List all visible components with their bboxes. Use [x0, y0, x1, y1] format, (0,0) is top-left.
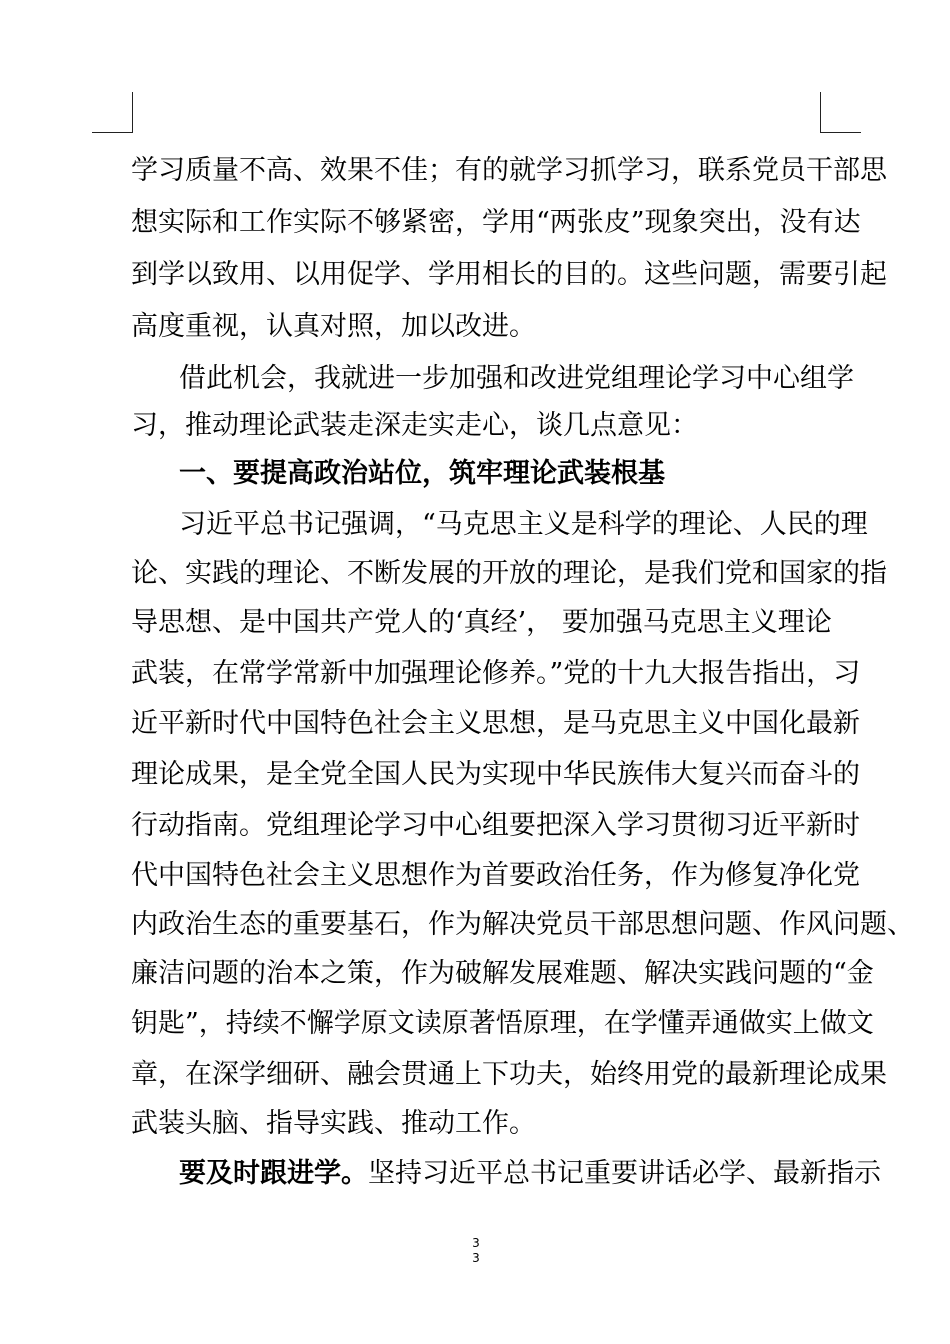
paragraph-4-bold-lead: 要及时跟进学。	[179, 1158, 368, 1189]
paragraph-1-line-3: 到学以致用、以用促学、学用相长的目的。这些问题，需要引起	[131, 259, 887, 290]
crop-mark-top-left	[92, 92, 133, 133]
page-number-bottom: 3	[472, 1251, 480, 1265]
paragraph-2-line-1: 借此机会，我就进一步加强和改进党组理论学习中心组学	[179, 363, 854, 394]
paragraph-4-text: 坚持习近平总书记重要讲话必学、最新指示	[368, 1158, 881, 1189]
paragraph-3-line-5: 近平新时代中国特色社会主义思想，是马克思主义中国化最新	[131, 708, 860, 739]
paragraph-3-line-7: 行动指南。党组理论学习中心组要把深入学习贯彻习近平新时	[131, 810, 860, 841]
paragraph-3-line-4: 武装，在常学常新中加强理论修养。”党的十九大报告指出，习	[131, 658, 861, 689]
paragraph-3-line-11: 钥匙”，持续不懈学原文读原著悟原理，在学懂弄通做实上做文	[131, 1008, 874, 1039]
paragraph-3-line-6: 理论成果，是全党全国人民为实现中华民族伟大复兴而奋斗的	[131, 759, 860, 790]
paragraph-3-line-12: 章，在深学细研、融会贯通上下功夫，始终用党的最新理论成果	[131, 1059, 887, 1090]
page-number-top: 3	[472, 1236, 480, 1250]
paragraph-3-line-2: 论、实践的理论、不断发展的开放的理论，是我们党和国家的指	[131, 558, 887, 589]
paragraph-3-line-9: 内政治生态的重要基石，作为解决党员干部思想问题、作风问题、	[131, 909, 914, 940]
paragraph-2-line-2: 习，推动理论武装走深走实走心，谈几点意见：	[131, 410, 698, 441]
paragraph-3-line-8: 代中国特色社会主义思想作为首要政治任务，作为修复净化党	[131, 860, 860, 891]
paragraph-1-line-1: 学习质量不高、效果不佳；有的就学习抓学习，联系党员干部思	[131, 155, 887, 186]
section-heading-1: 一、要提高政治站位，筑牢理论武装根基	[179, 458, 665, 489]
paragraph-4-line-1	[179, 1156, 879, 1192]
paragraph-3-line-13: 武装头脑、指导实践、推动工作。	[131, 1108, 536, 1139]
paragraph-1-line-4: 高度重视，认真对照，加以改进。	[131, 311, 536, 342]
crop-mark-top-right	[820, 92, 861, 133]
paragraph-1-line-2: 想实际和工作实际不够紧密，学用“两张皮”现象突出，没有达	[131, 207, 861, 238]
paragraph-3-line-10: 廉洁问题的治本之策，作为破解发展难题、解决实践问题的“金	[131, 958, 874, 989]
paragraph-3-line-1: 习近平总书记强调，“马克思主义是科学的理论、人民的理	[179, 509, 868, 540]
paragraph-3-line-3: 导思想、是中国共产党人的‘真经’， 要加强马克思主义理论	[131, 607, 832, 638]
